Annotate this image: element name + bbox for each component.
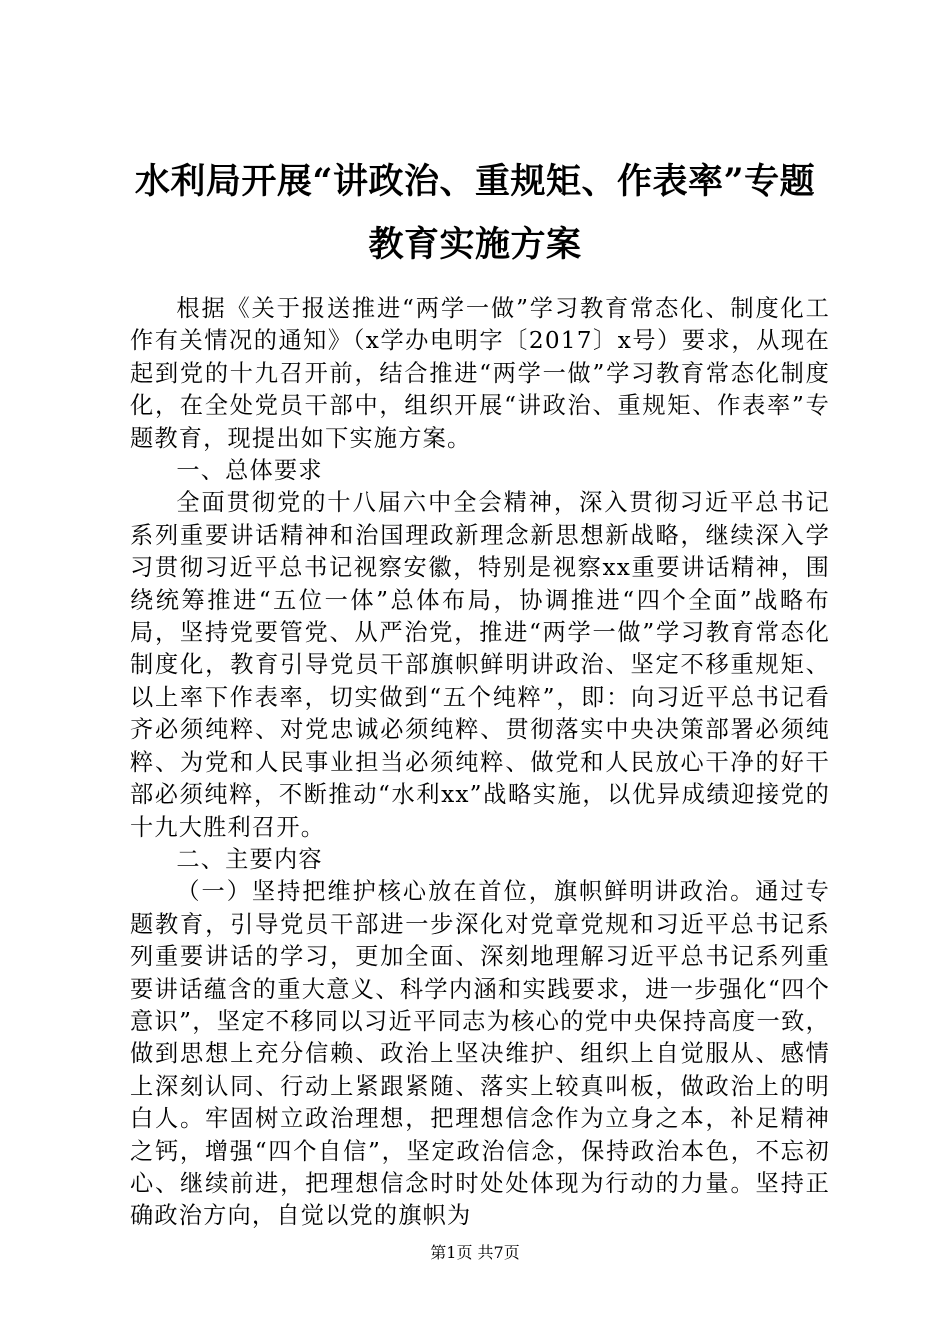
intro-paragraph: 根据《关于报送推进“两学一做”学习教育常态化、制度化工作有关情况的通知》（x学办电明字〔2017〕x号）要求，从现在起到党的十九召开前，结合推进“两学一做”学习教育常态化制度化，在全处党员干部中，组织开展“讲政治、重规矩、作表率”专题教育，现提出如下实施方案。 <box>130 295 830 452</box>
section-heading-main-content: 二、主要内容 <box>176 845 323 873</box>
main-content-paragraph-1: （一）坚持把维护核心放在首位，旗帜鲜明讲政治。通过专题教育，引导党员干部进一步深化对党章党规和习近平总书记系列重要讲话的学习，更加全面、深刻地理解习近平总书记系列重要讲话蕴含的重大意义、科学内涵和实践要求，进一步强化“四个意识”，坚定不移同以习近平同志为核心的党中央保持高度一致，做到思想上充分信赖、政治上坚决维护、组织上自觉服从、感情上深刻认同、行动上紧跟紧随、落实上较真叫板，做政治上的明白人。牢固树立政治理想，把理想信念作为立身之本，补足精神之钙，增强“四个自信”，坚定政治信念，保持政治本色，不忘初心、继续前进，把理想信念时时处处体现为行动的力量。坚持正确政治方向，自觉以党的旗帜为 <box>130 878 830 1230</box>
section-heading-general-requirements: 一、总体要求 <box>176 457 323 485</box>
general-requirements-paragraph: 全面贯彻党的十八届六中全会精神，深入贯彻习近平总书记系列重要讲话精神和治国理政新理念新思想新战略，继续深入学习贯彻习近平总书记视察安徽，特别是视察xx重要讲话精神，围绕统筹推进“五位一体”总体布局，协调推进“四个全面”战略布局，坚持党要管党、从严治党，推进“两学一做”学习教育常态化制度化，教育引导党员干部旗帜鲜明讲政治、坚定不移重规矩、以上率下作表率，切实做到“五个纯粹”，即：向习近平总书记看齐必须纯粹、对党忠诚必须纯粹、贯彻落实中央决策部署必须纯粹、为党和人民事业担当必须纯粹、做党和人民放心干净的好干部必须纯粹，不断推动“水利xx”战略实施，以优异成绩迎接党的十九大胜利召开。 <box>130 489 830 841</box>
document-title-line-1: 水利局开展“讲政治、重规矩、作表率”专题 <box>134 161 816 202</box>
document-title-line-2: 教育实施方案 <box>368 224 582 265</box>
document-body <box>130 293 830 1233</box>
page-number-footer: 第1页 共7页 <box>430 1243 520 1262</box>
